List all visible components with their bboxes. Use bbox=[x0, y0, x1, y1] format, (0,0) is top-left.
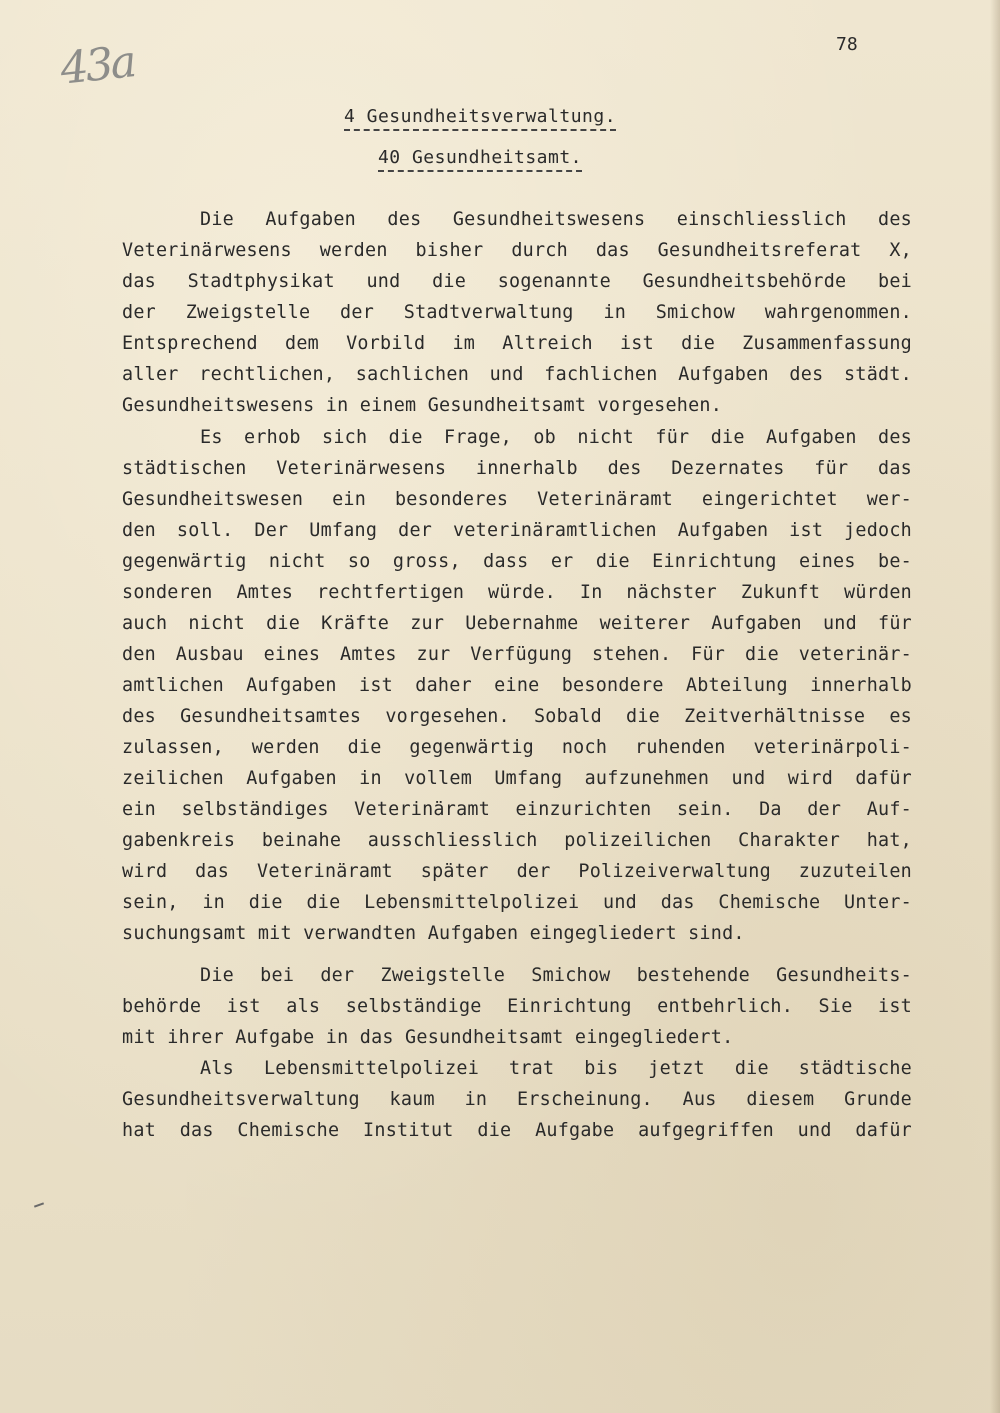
text-line: Entsprechend dem Vorbild im Altreich ist die Zusammenfassung bbox=[122, 333, 912, 354]
text-line: hat das Chemische Institut die Aufgabe aufgegriffen und dafür bbox=[122, 1120, 912, 1141]
text-line: des Gesundheitsamtes vorgesehen. Sobald die Zeitverhältnisse es bbox=[122, 706, 912, 727]
paragraph-3 bbox=[122, 960, 912, 1053]
text-line: sein, in die die Lebensmittelpolizei und das Chemische Unter- bbox=[122, 892, 912, 913]
text-line: den soll. Der Umfang der veterinäramtlichen Aufgaben ist jedoch bbox=[122, 520, 912, 541]
paragraph-1 bbox=[122, 204, 912, 421]
text-line: Die Aufgaben des Gesundheitswesens einschliesslich des bbox=[200, 209, 912, 230]
subsection-heading-text: 40 Gesundheitsamt. bbox=[378, 147, 582, 172]
text-line: den Ausbau eines Amtes zur Verfügung stehen. Für die veterinär- bbox=[122, 644, 912, 665]
text-line: Als Lebensmittelpolizei trat bis jetzt die städtische bbox=[200, 1058, 912, 1079]
text-line: gabenkreis beinahe ausschliesslich polizeilichen Charakter hat, bbox=[122, 830, 912, 851]
text-line: Es erhob sich die Frage, ob nicht für die Aufgaben des bbox=[200, 427, 912, 448]
text-line: Die bei der Zweigstelle Smichow bestehende Gesundheits- bbox=[200, 965, 912, 986]
text-line: Gesundheitsverwaltung kaum in Erscheinung. Aus diesem Grunde bbox=[122, 1089, 912, 1110]
text-line: zeilichen Aufgaben in vollem Umfang aufzunehmen und wird dafür bbox=[122, 768, 912, 789]
text-line: sonderen Amtes rechtfertigen würde. In nächster Zukunft würden bbox=[122, 582, 912, 603]
section-heading-text: 4 Gesundheitsverwaltung. bbox=[344, 106, 616, 131]
text-line: auch nicht die Kräfte zur Uebernahme weiterer Aufgaben und für bbox=[122, 613, 912, 634]
text-line: suchungsamt mit verwandten Aufgaben eingegliedert sind. bbox=[122, 923, 745, 944]
text-line: wird das Veterinäramt später der Polizeiverwaltung zuzuteilen bbox=[122, 861, 912, 882]
margin-pencil-mark bbox=[34, 1202, 44, 1207]
text-line: Gesundheitswesens in einem Gesundheitsamt vorgesehen. bbox=[122, 395, 723, 416]
subsection-heading bbox=[0, 147, 960, 168]
paper-edge-shadow bbox=[990, 0, 1000, 1413]
paragraph-2 bbox=[122, 422, 912, 949]
text-line: Gesundheitswesen ein besonderes Veterinäramt eingerichtet wer- bbox=[122, 489, 912, 510]
section-heading bbox=[0, 106, 960, 127]
text-line: aller rechtlichen, sachlichen und fachlichen Aufgaben des städt. bbox=[122, 364, 912, 385]
text-line: Veterinärwesens werden bisher durch das Gesundheitsreferat X, bbox=[122, 240, 912, 261]
text-line: gegenwärtig nicht so gross, dass er die Einrichtung eines be- bbox=[122, 551, 912, 572]
handwritten-annotation: 43a bbox=[58, 36, 137, 95]
text-line: amtlichen Aufgaben ist daher eine besondere Abteilung innerhalb bbox=[122, 675, 912, 696]
text-line: städtischen Veterinärwesens innerhalb des Dezernates für das bbox=[122, 458, 912, 479]
text-line: ein selbständiges Veterinäramt einzurichten sein. Da der Auf- bbox=[122, 799, 912, 820]
page-number: 78 bbox=[836, 34, 858, 55]
text-line: das Stadtphysikat und die sogenannte Gesundheitsbehörde bei bbox=[122, 271, 912, 292]
text-line: der Zweigstelle der Stadtverwaltung in Smichow wahrgenommen. bbox=[122, 302, 912, 323]
text-line: zulassen, werden die gegenwärtig noch ruhenden veterinärpoli- bbox=[122, 737, 912, 758]
text-line: behörde ist als selbständige Einrichtung entbehrlich. Sie ist bbox=[122, 996, 912, 1017]
paragraph-4 bbox=[122, 1053, 912, 1146]
text-line: mit ihrer Aufgabe in das Gesundheitsamt eingegliedert. bbox=[122, 1027, 734, 1048]
